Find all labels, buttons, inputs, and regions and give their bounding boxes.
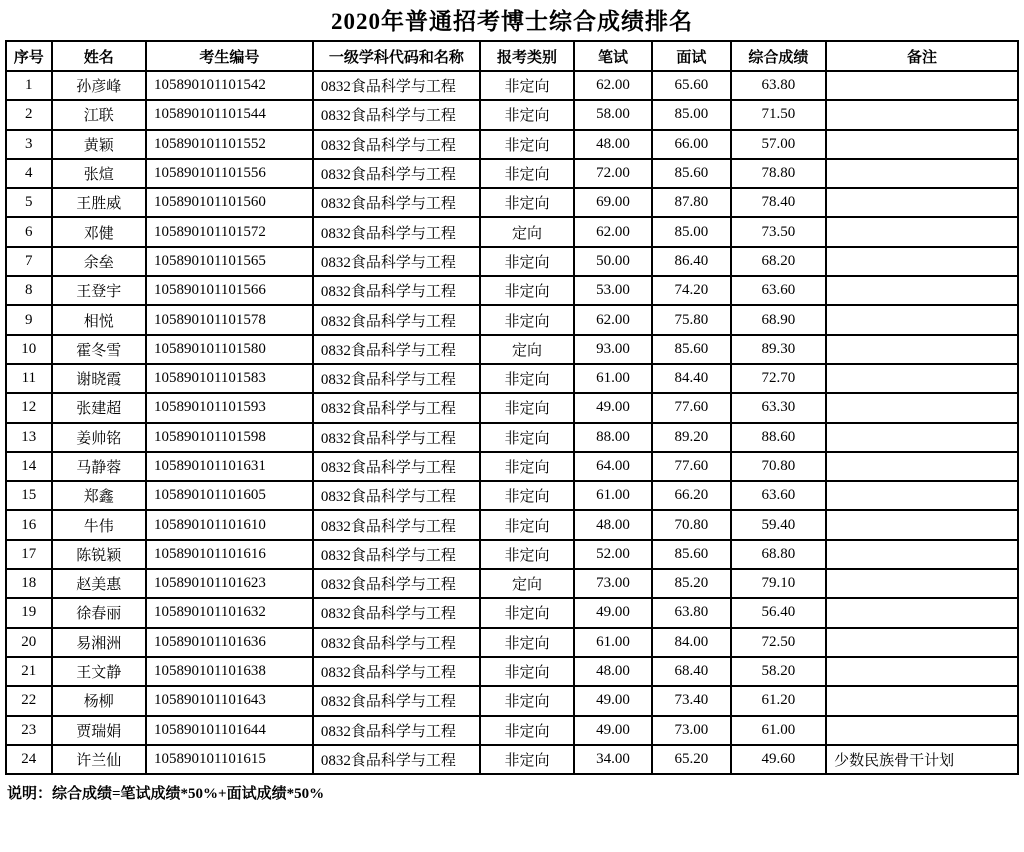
table-cell: 105890101101616 — [146, 540, 313, 569]
table-row — [6, 247, 1018, 276]
table-cell: 65.20 — [652, 745, 731, 774]
table-cell: 77.60 — [652, 393, 731, 422]
table-cell: 邓健 — [52, 217, 146, 246]
table-cell: 105890101101565 — [146, 247, 313, 276]
table-header-row — [6, 41, 1018, 71]
table-cell: 9 — [6, 305, 52, 334]
table-cell: 非定向 — [480, 100, 574, 129]
table-cell: 68.90 — [731, 305, 826, 334]
table-cell — [826, 100, 1018, 129]
table-cell — [826, 510, 1018, 539]
table-cell: 61.00 — [574, 481, 652, 510]
table-cell: 0832食品科学与工程 — [313, 100, 480, 129]
table-cell — [826, 71, 1018, 100]
table-cell: 105890101101638 — [146, 657, 313, 686]
table-cell — [826, 305, 1018, 334]
table-cell: 105890101101593 — [146, 393, 313, 422]
table-cell: 87.80 — [652, 188, 731, 217]
table-cell: 非定向 — [480, 276, 574, 305]
table-cell: 34.00 — [574, 745, 652, 774]
table-row — [6, 598, 1018, 627]
column-header-interview: 面试 — [652, 41, 731, 71]
table-cell — [826, 628, 1018, 657]
table-cell: 63.60 — [731, 481, 826, 510]
table-cell: 73.50 — [731, 217, 826, 246]
table-row — [6, 100, 1018, 129]
table-cell: 非定向 — [480, 745, 574, 774]
table-cell: 非定向 — [480, 657, 574, 686]
table-cell: 24 — [6, 745, 52, 774]
table-cell: 105890101101578 — [146, 305, 313, 334]
table-cell: 62.00 — [574, 305, 652, 334]
table-cell: 20 — [6, 628, 52, 657]
table-cell: 定向 — [480, 335, 574, 364]
table-cell — [826, 188, 1018, 217]
table-cell: 11 — [6, 364, 52, 393]
table-cell: 少数民族骨干计划 — [826, 745, 1018, 774]
table-cell: 8 — [6, 276, 52, 305]
table-cell: 71.50 — [731, 100, 826, 129]
table-cell: 0832食品科学与工程 — [313, 335, 480, 364]
table-cell: 杨柳 — [52, 686, 146, 715]
table-cell: 72.50 — [731, 628, 826, 657]
table-row — [6, 364, 1018, 393]
table-cell: 0832食品科学与工程 — [313, 569, 480, 598]
table-cell: 非定向 — [480, 481, 574, 510]
table-cell: 70.80 — [731, 452, 826, 481]
table-cell: 68.80 — [731, 540, 826, 569]
table-cell: 69.00 — [574, 188, 652, 217]
table-cell: 7 — [6, 247, 52, 276]
table-row — [6, 452, 1018, 481]
table-cell: 非定向 — [480, 510, 574, 539]
table-cell: 2 — [6, 100, 52, 129]
table-cell: 张建超 — [52, 393, 146, 422]
table-cell — [826, 393, 1018, 422]
table-cell: 68.20 — [731, 247, 826, 276]
table-cell: 23 — [6, 716, 52, 745]
table-cell: 105890101101643 — [146, 686, 313, 715]
table-cell — [826, 217, 1018, 246]
table-cell: 77.60 — [652, 452, 731, 481]
table-cell: 105890101101610 — [146, 510, 313, 539]
table-row — [6, 540, 1018, 569]
column-header-discipline: 一级学科代码和名称 — [313, 41, 480, 71]
score-table — [5, 40, 1019, 775]
table-cell: 余垒 — [52, 247, 146, 276]
table-cell: 49.00 — [574, 716, 652, 745]
table-cell: 许兰仙 — [52, 745, 146, 774]
table-cell: 0832食品科学与工程 — [313, 628, 480, 657]
table-body — [6, 71, 1018, 774]
table-cell: 62.00 — [574, 71, 652, 100]
table-cell — [826, 569, 1018, 598]
table-cell: 62.00 — [574, 217, 652, 246]
table-cell: 14 — [6, 452, 52, 481]
table-cell: 0832食品科学与工程 — [313, 481, 480, 510]
table-cell: 48.00 — [574, 657, 652, 686]
table-cell: 非定向 — [480, 247, 574, 276]
table-cell: 非定向 — [480, 159, 574, 188]
table-cell: 姜帅铭 — [52, 423, 146, 452]
table-cell: 非定向 — [480, 423, 574, 452]
table-cell: 68.40 — [652, 657, 731, 686]
table-cell: 85.60 — [652, 159, 731, 188]
table-cell: 61.00 — [574, 628, 652, 657]
table-cell — [826, 540, 1018, 569]
table-cell: 105890101101544 — [146, 100, 313, 129]
table-cell: 0832食品科学与工程 — [313, 305, 480, 334]
table-cell: 61.00 — [731, 716, 826, 745]
table-cell: 21 — [6, 657, 52, 686]
score-formula-note: 说明：综合成绩=笔试成绩*50%+面试成绩*50% — [7, 786, 325, 803]
table-cell: 63.60 — [731, 276, 826, 305]
table-cell: 0832食品科学与工程 — [313, 71, 480, 100]
table-cell: 105890101101615 — [146, 745, 313, 774]
table-cell: 22 — [6, 686, 52, 715]
table-cell: 74.20 — [652, 276, 731, 305]
table-cell: 72.00 — [574, 159, 652, 188]
table-cell: 0832食品科学与工程 — [313, 276, 480, 305]
table-row — [6, 217, 1018, 246]
table-cell — [826, 598, 1018, 627]
table-cell: 65.60 — [652, 71, 731, 100]
table-cell: 88.00 — [574, 423, 652, 452]
table-cell: 70.80 — [652, 510, 731, 539]
table-cell: 4 — [6, 159, 52, 188]
table-cell: 0832食品科学与工程 — [313, 540, 480, 569]
table-cell: 85.20 — [652, 569, 731, 598]
table-cell: 1 — [6, 71, 52, 100]
table-cell: 非定向 — [480, 686, 574, 715]
table-cell: 5 — [6, 188, 52, 217]
table-cell: 75.80 — [652, 305, 731, 334]
table-cell: 63.80 — [652, 598, 731, 627]
table-cell: 0832食品科学与工程 — [313, 217, 480, 246]
table-cell: 105890101101580 — [146, 335, 313, 364]
table-cell: 马静蓉 — [52, 452, 146, 481]
table-cell: 63.30 — [731, 393, 826, 422]
table-cell — [826, 481, 1018, 510]
table-cell: 89.30 — [731, 335, 826, 364]
table-row — [6, 188, 1018, 217]
table-cell: 105890101101542 — [146, 71, 313, 100]
table-cell — [826, 452, 1018, 481]
table-cell: 0832食品科学与工程 — [313, 393, 480, 422]
table-cell: 72.70 — [731, 364, 826, 393]
table-cell: 0832食品科学与工程 — [313, 716, 480, 745]
table-cell: 王胜威 — [52, 188, 146, 217]
table-cell: 非定向 — [480, 393, 574, 422]
table-cell: 49.00 — [574, 393, 652, 422]
table-row — [6, 481, 1018, 510]
table-cell — [826, 247, 1018, 276]
table-cell: 0832食品科学与工程 — [313, 452, 480, 481]
table-cell: 73.00 — [652, 716, 731, 745]
table-cell: 定向 — [480, 569, 574, 598]
table-cell: 0832食品科学与工程 — [313, 657, 480, 686]
page-title: 2020年普通招考博士综合成绩排名 — [331, 9, 693, 34]
table-cell: 12 — [6, 393, 52, 422]
table-cell: 78.40 — [731, 188, 826, 217]
table-cell: 48.00 — [574, 510, 652, 539]
table-cell: 赵美惠 — [52, 569, 146, 598]
table-cell: 105890101101636 — [146, 628, 313, 657]
table-cell: 105890101101556 — [146, 159, 313, 188]
table-cell: 85.00 — [652, 217, 731, 246]
table-cell: 10 — [6, 335, 52, 364]
table-cell: 0832食品科学与工程 — [313, 510, 480, 539]
table-cell: 63.80 — [731, 71, 826, 100]
table-cell: 0832食品科学与工程 — [313, 364, 480, 393]
table-cell: 105890101101605 — [146, 481, 313, 510]
table-cell: 86.40 — [652, 247, 731, 276]
table-cell: 孙彦峰 — [52, 71, 146, 100]
table-cell: 徐春丽 — [52, 598, 146, 627]
column-header-category: 报考类别 — [480, 41, 574, 71]
table-row — [6, 628, 1018, 657]
table-cell: 105890101101623 — [146, 569, 313, 598]
table-cell — [826, 159, 1018, 188]
table-row — [6, 657, 1018, 686]
column-header-index: 序号 — [6, 41, 52, 71]
table-cell: 59.40 — [731, 510, 826, 539]
table-cell: 0832食品科学与工程 — [313, 686, 480, 715]
table-cell: 105890101101572 — [146, 217, 313, 246]
table-cell: 79.10 — [731, 569, 826, 598]
table-cell: 66.20 — [652, 481, 731, 510]
table-cell: 105890101101583 — [146, 364, 313, 393]
table-cell: 19 — [6, 598, 52, 627]
table-cell — [826, 130, 1018, 159]
table-cell: 85.60 — [652, 540, 731, 569]
column-header-remark: 备注 — [826, 41, 1018, 71]
table-cell: 江联 — [52, 100, 146, 129]
column-header-composite: 综合成绩 — [731, 41, 826, 71]
table-cell: 105890101101644 — [146, 716, 313, 745]
table-cell: 73.40 — [652, 686, 731, 715]
table-row — [6, 71, 1018, 100]
table-cell: 17 — [6, 540, 52, 569]
table-cell: 58.00 — [574, 100, 652, 129]
table-cell: 89.20 — [652, 423, 731, 452]
column-header-name: 姓名 — [52, 41, 146, 71]
table-cell: 非定向 — [480, 628, 574, 657]
table-cell: 张煊 — [52, 159, 146, 188]
table-cell: 贾瑞娟 — [52, 716, 146, 745]
table-cell — [826, 364, 1018, 393]
table-cell: 105890101101566 — [146, 276, 313, 305]
table-cell — [826, 657, 1018, 686]
table-cell: 93.00 — [574, 335, 652, 364]
table-cell: 15 — [6, 481, 52, 510]
table-cell: 16 — [6, 510, 52, 539]
table-cell: 18 — [6, 569, 52, 598]
table-cell: 13 — [6, 423, 52, 452]
table-cell — [826, 686, 1018, 715]
table-cell — [826, 335, 1018, 364]
table-cell: 105890101101552 — [146, 130, 313, 159]
table-cell: 谢晓霞 — [52, 364, 146, 393]
table-row — [6, 276, 1018, 305]
table-cell: 0832食品科学与工程 — [313, 247, 480, 276]
table-cell: 0832食品科学与工程 — [313, 598, 480, 627]
table-cell: 56.40 — [731, 598, 826, 627]
table-cell: 非定向 — [480, 598, 574, 627]
table-cell: 64.00 — [574, 452, 652, 481]
table-cell: 0832食品科学与工程 — [313, 423, 480, 452]
table-cell: 61.00 — [574, 364, 652, 393]
table-row — [6, 393, 1018, 422]
table-cell: 66.00 — [652, 130, 731, 159]
table-cell: 50.00 — [574, 247, 652, 276]
table-cell: 53.00 — [574, 276, 652, 305]
table-cell: 非定向 — [480, 540, 574, 569]
table-cell: 84.00 — [652, 628, 731, 657]
table-cell: 非定向 — [480, 71, 574, 100]
table-cell: 52.00 — [574, 540, 652, 569]
table-cell: 陈锐颖 — [52, 540, 146, 569]
table-cell: 0832食品科学与工程 — [313, 745, 480, 774]
table-row — [6, 130, 1018, 159]
table-cell: 0832食品科学与工程 — [313, 130, 480, 159]
table-row — [6, 159, 1018, 188]
table-cell: 48.00 — [574, 130, 652, 159]
table-cell: 85.00 — [652, 100, 731, 129]
table-cell: 非定向 — [480, 364, 574, 393]
table-cell: 非定向 — [480, 130, 574, 159]
table-cell: 3 — [6, 130, 52, 159]
table-row — [6, 686, 1018, 715]
table-cell: 非定向 — [480, 452, 574, 481]
table-cell — [826, 716, 1018, 745]
table-row — [6, 510, 1018, 539]
table-cell — [826, 276, 1018, 305]
table-cell: 霍冬雪 — [52, 335, 146, 364]
table-cell: 易湘洲 — [52, 628, 146, 657]
table-cell: 牛伟 — [52, 510, 146, 539]
table-cell: 郑鑫 — [52, 481, 146, 510]
table-row — [6, 716, 1018, 745]
table-cell: 49.60 — [731, 745, 826, 774]
table-cell: 84.40 — [652, 364, 731, 393]
table-cell: 105890101101632 — [146, 598, 313, 627]
table-cell: 6 — [6, 217, 52, 246]
table-row — [6, 423, 1018, 452]
table-cell: 105890101101598 — [146, 423, 313, 452]
table-cell: 105890101101631 — [146, 452, 313, 481]
table-cell: 定向 — [480, 217, 574, 246]
table-cell: 非定向 — [480, 305, 574, 334]
table-cell: 57.00 — [731, 130, 826, 159]
table-cell: 非定向 — [480, 188, 574, 217]
table-row — [6, 335, 1018, 364]
column-header-written: 笔试 — [574, 41, 652, 71]
table-cell: 王文静 — [52, 657, 146, 686]
table-cell: 49.00 — [574, 598, 652, 627]
table-cell: 0832食品科学与工程 — [313, 159, 480, 188]
table-cell: 相悦 — [52, 305, 146, 334]
table-cell: 黄颖 — [52, 130, 146, 159]
table-cell: 78.80 — [731, 159, 826, 188]
table-cell: 58.20 — [731, 657, 826, 686]
table-cell: 0832食品科学与工程 — [313, 188, 480, 217]
table-row — [6, 745, 1018, 774]
table-cell: 王登宇 — [52, 276, 146, 305]
table-cell: 61.20 — [731, 686, 826, 715]
table-cell: 73.00 — [574, 569, 652, 598]
table-cell: 88.60 — [731, 423, 826, 452]
table-row — [6, 569, 1018, 598]
table-cell: 105890101101560 — [146, 188, 313, 217]
table-cell — [826, 423, 1018, 452]
table-cell: 85.60 — [652, 335, 731, 364]
table-cell: 49.00 — [574, 686, 652, 715]
column-header-exam-id: 考生编号 — [146, 41, 313, 71]
table-row — [6, 305, 1018, 334]
table-cell: 非定向 — [480, 716, 574, 745]
